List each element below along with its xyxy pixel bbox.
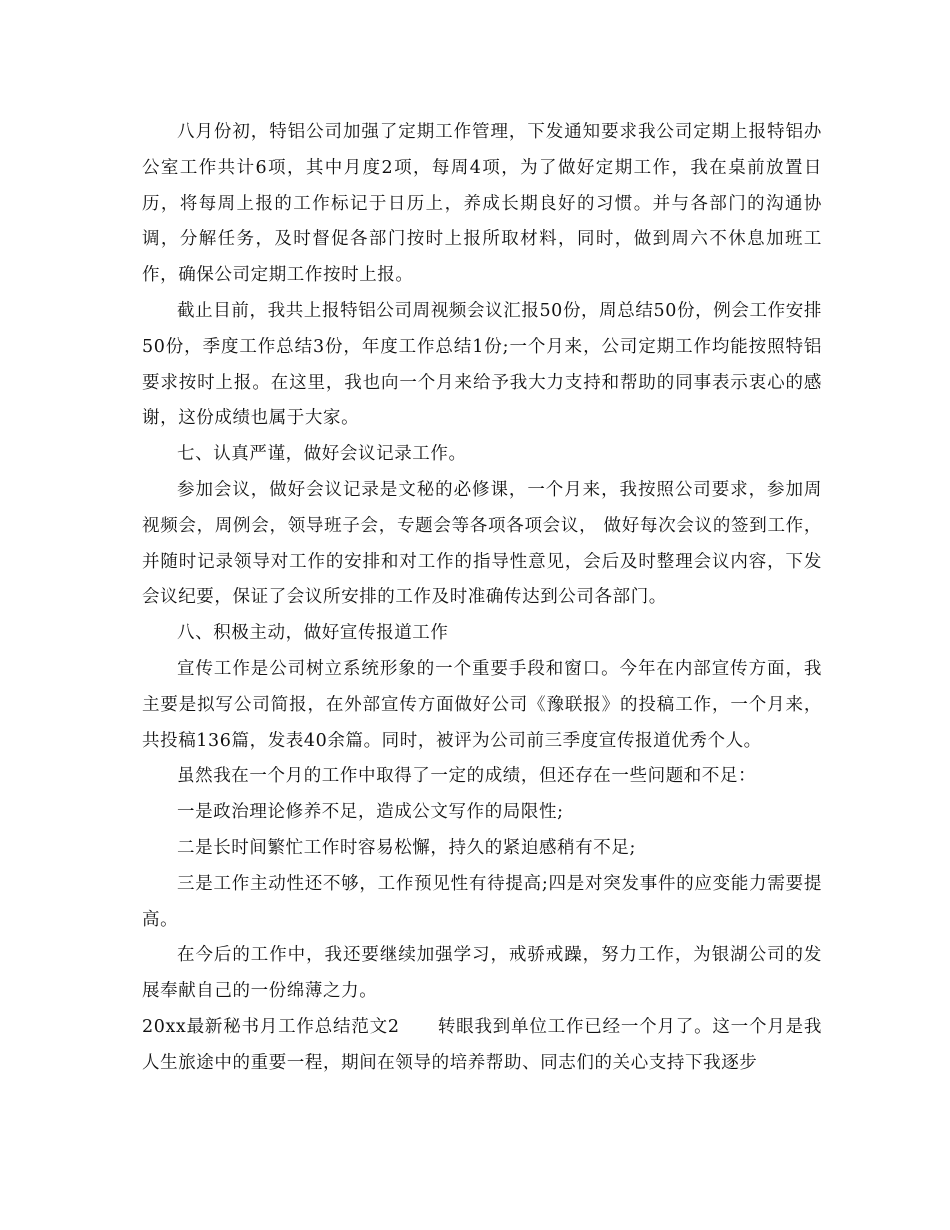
paragraph-report-counts: 截止目前，我共上报特铝公司周视频会议汇报50份，周总结50份，例会工作安排50份，季度工作总结3份，年度工作总结1份;一个月来，公司定期工作均能按照特铝要求按时上报。在这里，我也向一个月来给予我大力支持和帮助的同事表示衷心的感谢，这份成绩也属于大家。 [142,300,822,429]
paragraph-meeting-records: 参加会议，做好会议记录是文秘的必修课，一个月来，我按照公司要求，参加周视频会，周例会，领导班子会，专题会等各项各项会议， 做好每次会议的签到工作，并随时记录领导对工作的安排和对工作的指导性意见，会后及时整理会议内容，下发会议纪要，保证了会议所安排的工作及时准确传达到公司各部门。 [142,479,822,608]
paragraph-shortcomings-intro: 虽然我在一个月的工作中取得了一定的成绩，但还存在一些问题和不足： [177,766,757,787]
shortcoming-item-1: 一是政治理论修养不足，造成公文写作的局限性; [177,802,564,823]
section-heading-publicity: 八、积极主动，做好宣传报道工作 [177,623,449,644]
shortcoming-item-3-4: 三是工作主动性还不够，工作预见性有待提高;四是对突发事件的应变能力需要提高。 [142,873,822,930]
paragraph-regular-reporting: 八月份初，特铝公司加强了定期工作管理，下发通知要求我公司定期上报特铝办公室工作共计6项，其中月度2项，每周4项，为了做好定期工作，我在桌前放置日历，将每周上报的工作标记于日历上，养成长期良好的习惯。并与各部门的沟通协调，分解任务，及时督促各部门按时上报所取材料，同时，做到周六不休息加班工作，确保公司定期工作按时上报。 [142,122,822,286]
next-article-title: 20xx最新秘书月工作总结范文2 [142,1016,400,1037]
paragraph-future-work: 在今后的工作中，我还要继续加强学习，戒骄戒躁，努力工作，为银湖公司的发展奉献自己的一份绵薄之力。 [142,945,822,1002]
shortcoming-item-2: 二是长时间繁忙工作时容易松懈，持久的紧迫感稍有不足; [177,837,636,858]
next-article-paragraph [142,1010,822,1082]
document-body [142,115,822,1082]
section-heading-meeting-records: 七、认真严谨，做好会议记录工作。 [177,444,467,465]
paragraph-publicity: 宣传工作是公司树立系统形象的一个重要手段和窗口。今年在内部宣传方面，我主要是拟写公司简报，在外部宣传方面做好公司《豫联报》的投稿工作，一个月来，共投稿136篇，发表40余篇。同时，被评为公司前三季度宣传报道优秀个人。 [142,658,822,751]
next-article-body: 转眼我到单位工作已经一个月了。这一个月是我人生旅途中的重要一程，期间在领导的培养帮助、同志们的关心支持下我逐步 [142,1016,822,1073]
